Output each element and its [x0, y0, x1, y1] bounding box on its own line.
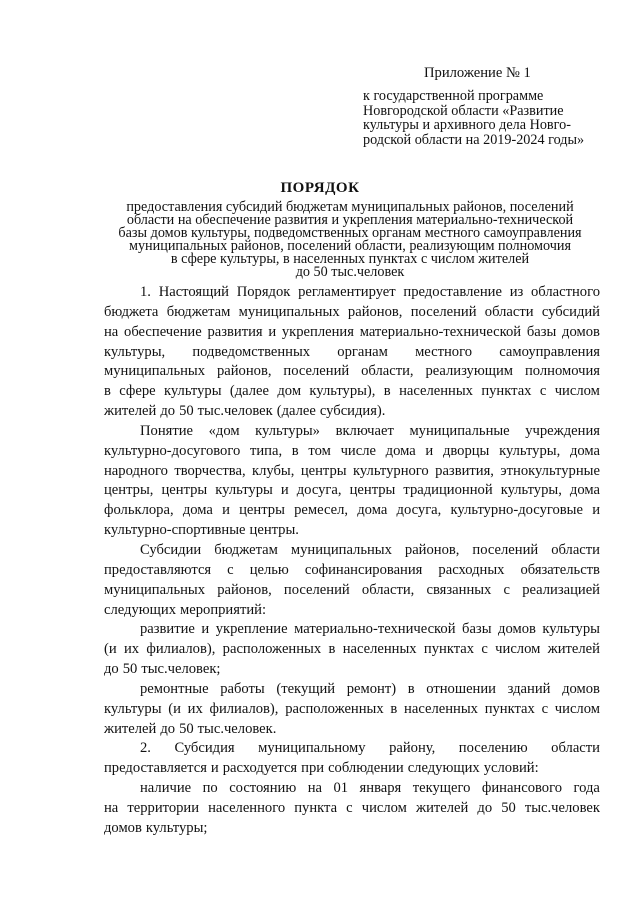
body-word: расходуется — [222, 760, 298, 777]
body-word: и — [425, 442, 434, 459]
body-word: в — [383, 383, 391, 400]
body-word: центры — [239, 502, 285, 519]
body-word: и — [268, 323, 277, 340]
body-word: следующих — [407, 760, 480, 777]
body-word: досуга, — [296, 482, 342, 499]
body-line — [104, 382, 600, 402]
body-line — [104, 323, 600, 343]
body-word: в — [328, 641, 336, 658]
body-word: поселению — [458, 740, 528, 757]
body-word: 50 — [179, 720, 194, 737]
body-line — [104, 601, 600, 621]
body-word: центры — [349, 482, 396, 499]
appendix-heading: Приложение № 1 — [424, 65, 531, 81]
body-word: области — [551, 541, 600, 558]
body-word: центры — [300, 462, 347, 479]
body-word: Понятие — [140, 422, 194, 439]
body-word: муниципальных — [104, 363, 206, 380]
body-word: 50 — [122, 661, 138, 678]
body-word: муниципальных — [104, 581, 206, 598]
body-word: условий: — [483, 760, 539, 777]
body-word: областного — [531, 284, 600, 300]
body-word: с — [503, 581, 511, 598]
body-word: числом — [495, 641, 541, 658]
body-line — [104, 283, 600, 303]
body-word: и — [222, 502, 230, 519]
body-word: населенного — [208, 799, 286, 816]
body-word: жителей — [415, 799, 469, 816]
body-word: культуры, — [499, 442, 561, 459]
body-word: базы — [462, 621, 492, 638]
body-word: Субсидия — [174, 740, 235, 757]
body-word: укрепление — [215, 621, 288, 638]
body-word: софинансирования — [304, 561, 423, 578]
body-word: наличие — [140, 780, 192, 797]
body-word: муниципальных — [238, 303, 340, 320]
body-word: на — [307, 780, 323, 797]
body-word: культурного — [353, 462, 429, 479]
body-word: текущего — [412, 780, 471, 797]
body-word: Субсидии — [140, 541, 202, 558]
body-word: культуры; — [145, 819, 208, 836]
appendix-line: к государственной программе — [363, 88, 544, 105]
body-word: числе — [340, 442, 376, 459]
body-word: досуга, — [396, 502, 442, 519]
body-word: до — [160, 720, 176, 737]
body-word: тыс.человек — [524, 799, 600, 816]
body-word: культурно-спортивные — [104, 522, 246, 539]
body-word: органам — [337, 343, 388, 360]
body-word: дом — [277, 383, 302, 400]
body-word: на — [104, 323, 119, 340]
body-word: зданий — [507, 680, 551, 697]
body-word: включает — [335, 422, 394, 439]
body-word: развития, — [435, 462, 494, 479]
subtitle-line: до 50 тыс.человек — [295, 263, 405, 280]
body-word: муниципальные — [409, 422, 510, 439]
body-word: расположенных — [222, 641, 322, 658]
body-line — [104, 343, 600, 363]
body-word: субсидий — [541, 303, 600, 320]
body-word: учреждения — [525, 422, 600, 439]
body-word: января — [359, 780, 402, 797]
body-word: жителей — [104, 403, 157, 420]
body-line — [104, 640, 600, 660]
appendix-line: культуры и архивного дела Новго- — [363, 117, 571, 134]
body-word: соблюдении — [328, 760, 404, 777]
body-word: по — [202, 780, 218, 797]
body-word: предоставление — [403, 284, 502, 300]
body-word: до — [160, 403, 176, 420]
body-line — [104, 660, 600, 680]
subtitle-line: предоставления субсидий бюджетам муниципальных районов, поселений — [126, 199, 574, 215]
body-word: традиционной — [403, 482, 493, 499]
body-word: домов — [104, 819, 142, 836]
body-word: районов, — [217, 581, 272, 598]
body-word: 50 — [501, 799, 516, 816]
body-word: том — [308, 442, 331, 459]
body-word: 2. — [140, 740, 151, 757]
body-word: состоянию — [229, 780, 297, 797]
body-word: пунктах — [484, 700, 535, 717]
document-title: ПОРЯДОК — [280, 180, 360, 196]
body-word: филиалов), — [209, 700, 279, 717]
body-word: поселений — [283, 363, 350, 380]
body-word: бюджета — [104, 303, 159, 320]
body-word: с — [541, 700, 549, 717]
body-line — [104, 481, 600, 501]
body-word: Настоящий — [158, 284, 229, 300]
body-word: дома — [182, 502, 213, 519]
body-word: центры, — [104, 482, 154, 499]
body-word: культуры — [104, 700, 162, 717]
body-line — [104, 581, 600, 601]
body-line — [104, 462, 600, 482]
body-word: субсидия). — [319, 403, 386, 420]
body-word: обеспечение — [124, 323, 202, 340]
body-word: району, — [389, 740, 436, 757]
body-word: с — [227, 561, 234, 578]
body-word: культурно-досугового — [104, 442, 241, 459]
body-line — [104, 422, 600, 442]
body-word: дома — [385, 442, 416, 459]
body-word: «дом — [208, 422, 240, 439]
body-word: пунктах — [481, 383, 532, 400]
body-word: населенных — [399, 383, 473, 400]
body-word: финансового — [481, 780, 563, 797]
body-word: районов, — [216, 363, 272, 380]
body-word: расходных — [438, 561, 505, 578]
body-word: дома — [569, 482, 600, 499]
body-word: типа, — [249, 442, 283, 459]
body-line — [104, 303, 600, 323]
body-line — [104, 700, 600, 720]
body-word: домов — [562, 680, 600, 697]
body-word: (и — [104, 641, 117, 658]
body-word: и — [280, 482, 289, 499]
body-word: поселений — [472, 541, 539, 558]
body-word: населенных — [404, 700, 478, 717]
body-word: и — [592, 502, 600, 519]
body-word: жителей — [547, 641, 600, 658]
body-word: до — [477, 799, 493, 816]
body-word: в — [390, 700, 398, 717]
body-word: пунктах — [423, 641, 475, 658]
body-word: дома — [569, 442, 600, 459]
subtitle-line: муниципальных районов, поселений области, реализующим полномочия — [128, 237, 571, 254]
body-word: и — [210, 760, 219, 777]
body-word: области, — [361, 581, 415, 598]
body-word: реализацией — [522, 581, 600, 598]
body-word: мероприятий: — [180, 601, 267, 618]
body-word: материально-технической — [294, 621, 456, 638]
body-line — [104, 521, 600, 541]
body-word: центры. — [249, 522, 299, 539]
document-body — [104, 283, 600, 839]
body-word: предоставляется — [104, 760, 207, 777]
body-word: укрепления — [281, 323, 354, 340]
body-word: дворцы — [442, 442, 490, 459]
body-word: развития — [207, 323, 263, 340]
body-word: центры — [161, 482, 208, 499]
body-word: ремесел, — [294, 502, 349, 519]
body-word: пункта — [294, 799, 338, 816]
body-word: области — [484, 303, 534, 320]
body-word: следующих — [104, 601, 177, 618]
body-word: их — [187, 700, 203, 717]
body-word: 01 — [333, 780, 349, 797]
body-line — [104, 720, 600, 740]
body-word: тыс.человек. — [197, 720, 277, 737]
body-line — [104, 799, 600, 819]
body-line — [104, 362, 600, 382]
body-word: районов, — [404, 541, 460, 558]
body-word: местного — [415, 343, 473, 360]
body-line — [104, 739, 600, 759]
body-word: числом — [554, 700, 600, 717]
body-word: культуры, — [104, 343, 166, 360]
subtitle-line: области на обеспечение развития и укрепления материально-технической — [126, 211, 574, 228]
body-line — [104, 541, 600, 561]
body-line — [104, 620, 600, 640]
body-word: числом — [554, 383, 600, 400]
body-word: на — [104, 799, 119, 816]
body-word: (текущий — [276, 680, 336, 697]
body-word: бюджетам — [214, 541, 278, 558]
body-word: в — [407, 680, 415, 697]
body-line — [104, 680, 600, 700]
body-word: поселений — [283, 581, 350, 598]
body-word: тыс.человек; — [141, 661, 221, 678]
document-subtitle — [100, 201, 600, 278]
body-word: в — [291, 442, 299, 459]
body-word: этнокультурные — [500, 462, 600, 479]
body-word: ремонтные — [140, 680, 209, 697]
body-word: их — [123, 641, 140, 658]
body-word: полномочия — [524, 363, 600, 380]
body-word: при — [301, 760, 325, 777]
body-word: предоставляются — [104, 561, 212, 578]
body-word: целью — [249, 561, 289, 578]
body-word: в — [104, 383, 111, 400]
body-word: населенных — [342, 641, 417, 658]
body-word: связанных — [426, 581, 492, 598]
body-word: отношении — [426, 680, 496, 697]
body-word: фольклора, — [104, 502, 174, 519]
body-line — [104, 779, 600, 799]
body-word: ремонт) — [346, 680, 397, 697]
body-word: культурно-досуговые — [450, 502, 583, 519]
appendix-line: Новгородской области «Развитие — [363, 102, 564, 119]
body-word: развитие — [140, 621, 195, 638]
body-word: самоуправления — [499, 343, 600, 360]
body-word: числом — [361, 799, 407, 816]
body-word: тыс.человек — [197, 403, 273, 420]
body-word: филиалов), — [146, 641, 216, 658]
body-word: домов — [562, 323, 600, 340]
body-word: 1. — [140, 284, 151, 300]
body-word: культуры — [215, 482, 273, 499]
body-word: области, — [361, 363, 414, 380]
body-word: года — [573, 780, 600, 797]
body-word: обязательств — [520, 561, 600, 578]
body-word: базы — [526, 323, 557, 340]
body-line — [104, 561, 600, 581]
body-word: муниципальных — [290, 541, 392, 558]
body-word: народного — [104, 462, 168, 479]
body-word: работы — [220, 680, 265, 697]
body-word: сфере — [119, 383, 156, 400]
body-word: расположенных — [285, 700, 384, 717]
body-word: дома — [357, 502, 388, 519]
body-line — [104, 402, 600, 422]
subtitle-line: в сфере культуры, в населенных пунктах с числом жителей — [170, 250, 530, 267]
body-line — [104, 501, 600, 521]
body-word: с — [539, 383, 547, 400]
body-word: области — [551, 740, 600, 757]
body-word: из — [509, 284, 524, 300]
body-word: домов — [498, 621, 536, 638]
body-word: и — [201, 621, 210, 638]
body-line — [104, 759, 600, 779]
body-word: Порядок — [236, 284, 291, 300]
body-word: поселений — [410, 303, 477, 320]
body-word: (далее — [229, 383, 270, 400]
body-word: культуры — [542, 621, 600, 638]
body-word: творчества, — [174, 462, 246, 479]
body-word: 50 — [179, 403, 194, 420]
body-word: подведомственных — [192, 343, 311, 360]
body-line — [104, 819, 600, 839]
body-word: территории — [127, 799, 200, 816]
body-word: культуры — [164, 383, 222, 400]
appendix-block — [363, 66, 613, 147]
body-word: (и — [168, 700, 181, 717]
subtitle-line: базы домов культуры, подведомственных органам местного самоуправления — [118, 224, 582, 241]
body-word: реализующим — [425, 363, 514, 380]
body-word: культуры), — [309, 383, 376, 400]
body-word: с — [346, 799, 353, 816]
body-word: (далее — [276, 403, 316, 420]
body-word: бюджетам — [166, 303, 231, 320]
body-word: муниципальному — [258, 740, 366, 757]
body-word: до — [104, 661, 119, 678]
body-word: с — [481, 641, 488, 658]
body-word: культуры, — [500, 482, 562, 499]
body-word: клубы, — [252, 462, 295, 479]
body-word: жителей — [104, 720, 157, 737]
body-line — [104, 442, 600, 462]
appendix-line: родской области на 2019-2024 годы» — [363, 131, 585, 148]
body-word: культуры» — [255, 422, 320, 439]
body-word: регламентирует — [298, 284, 396, 300]
body-word: материально-технической — [359, 323, 522, 340]
body-word: районов, — [347, 303, 403, 320]
